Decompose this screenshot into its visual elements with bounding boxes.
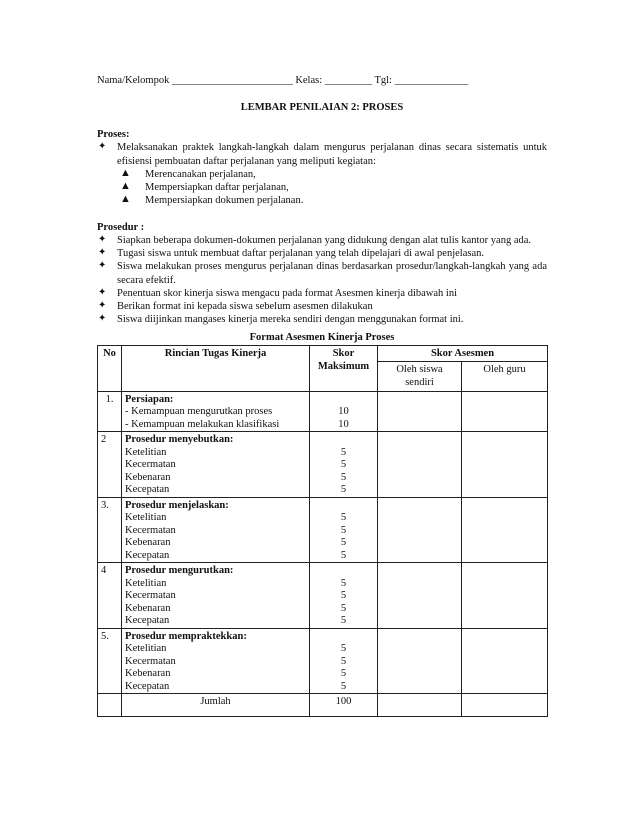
row-item: Kebenaran xyxy=(125,471,171,483)
row-no: 5. xyxy=(98,628,122,694)
row-score: 5 xyxy=(340,655,347,667)
total-value: 100 xyxy=(310,694,378,717)
prosedur-item xyxy=(97,300,547,313)
total-label: Jumlah xyxy=(122,694,310,717)
row-score: 5 xyxy=(340,577,347,589)
score-spacer xyxy=(313,393,374,406)
total-row xyxy=(98,694,548,717)
triangle-bullet-icon: ▲ xyxy=(120,179,131,192)
row-score: 5 xyxy=(340,471,347,483)
assessment-table xyxy=(97,345,548,717)
proses-sub-list xyxy=(97,168,547,207)
row-skor-maksimum xyxy=(310,563,378,629)
prosedur-item xyxy=(97,247,547,260)
prosedur-item-text: Siswa diijinkan mangases kinerja mereka sendiri dengan menggunakan format ini. xyxy=(117,313,464,325)
identity-line: Nama/Kelompok _______________________ Kelas: _________ Tgl: ______________ xyxy=(97,75,469,86)
row-item: Ketelitian xyxy=(125,577,167,589)
row-score: 10 xyxy=(338,418,349,430)
row-rincian xyxy=(122,628,310,694)
table-row xyxy=(98,391,548,432)
total-oleh-siswa xyxy=(378,694,462,717)
row-rincian xyxy=(122,391,310,432)
row-item: Ketelitian xyxy=(125,512,167,523)
row-item: Kebenaran xyxy=(125,537,171,548)
row-score: 5 xyxy=(340,537,347,548)
worksheet-page xyxy=(97,74,547,717)
proses-heading: Proses: xyxy=(97,129,130,141)
proses-bullet-text: Melaksanakan praktek langkah-langkah dalam mengurus perjalanan dinas secara sistematis untuk efisiensi pembuatan daftar perjalanan yang meliputi kegiatan: xyxy=(117,142,547,167)
prosedur-item xyxy=(97,287,547,300)
prosedur-item-text: Siswa melakukan proses mengurus perjalanan dinas berdasarkan prosedur/langkah-langkah yang ada secara efektif. xyxy=(117,261,547,286)
star-bullet-icon: ✦ xyxy=(98,141,107,153)
triangle-bullet-icon: ▲ xyxy=(120,166,131,179)
header-skor-line2: Maksimum xyxy=(317,361,370,373)
prosedur-item-text: Tugasi siswa untuk membuat daftar perjalanan yang telah dipelajari di awal penjelasan. xyxy=(117,248,484,260)
row-rincian xyxy=(122,497,310,563)
row-item: Kecepatan xyxy=(125,680,170,692)
row-title: Prosedur mempraktekkan: xyxy=(125,630,247,642)
assessment-table-body xyxy=(98,391,548,717)
row-score: 5 xyxy=(340,615,347,626)
row-item: Kecepatan xyxy=(125,484,170,495)
header-skor-line1: Skor xyxy=(332,348,355,360)
header-rincian: Rincian Tugas Kinerja xyxy=(122,346,310,391)
row-title: Persiapan: xyxy=(125,393,174,405)
header-no: No xyxy=(98,346,122,391)
table-row xyxy=(98,563,548,629)
row-title: Prosedur mengurutkan: xyxy=(125,565,234,576)
row-score: 5 xyxy=(340,524,347,536)
proses-sub-item xyxy=(97,181,547,194)
proses-sub-item-text: Mempersiapkan dokumen perjalanan. xyxy=(145,194,304,206)
triangle-bullet-icon: ▲ xyxy=(120,192,131,205)
star-bullet-icon: ✦ xyxy=(98,260,107,272)
row-oleh-siswa xyxy=(378,432,462,498)
row-oleh-siswa xyxy=(378,497,462,563)
row-skor-maksimum xyxy=(310,432,378,498)
row-oleh-guru xyxy=(462,497,548,563)
star-bullet-icon: ✦ xyxy=(98,234,107,246)
row-item: Kebenaran xyxy=(125,668,171,679)
star-bullet-icon: ✦ xyxy=(98,299,107,311)
row-rincian xyxy=(122,563,310,629)
row-item: - Kemampuan mengurutkan proses xyxy=(125,406,273,417)
row-item: Ketelitian xyxy=(125,446,167,458)
row-score: 5 xyxy=(340,512,347,523)
prosedur-item xyxy=(97,260,547,286)
row-item: Kecermatan xyxy=(125,655,176,667)
table-row xyxy=(98,628,548,694)
row-score: 5 xyxy=(340,602,347,614)
proses-sub-item-text: Merencanakan perjalanan, xyxy=(145,168,256,180)
row-item: Kecermatan xyxy=(125,590,176,601)
header-skor-maksimum xyxy=(310,346,378,391)
row-oleh-guru xyxy=(462,628,548,694)
row-oleh-siswa xyxy=(378,563,462,629)
row-no: 1. xyxy=(98,391,122,432)
row-score: 5 xyxy=(340,459,347,470)
star-bullet-icon: ✦ xyxy=(98,247,107,259)
prosedur-heading: Prosedur : xyxy=(97,222,145,233)
row-no: 2 xyxy=(98,432,122,498)
row-item: Kebenaran xyxy=(125,602,171,614)
row-rincian xyxy=(122,432,310,498)
row-score: 10 xyxy=(338,406,349,417)
table-row xyxy=(98,432,548,498)
row-oleh-siswa xyxy=(378,628,462,694)
row-skor-maksimum xyxy=(310,497,378,563)
row-score: 5 xyxy=(340,446,347,458)
proses-sub-item xyxy=(97,168,547,181)
row-item: Kecermatan xyxy=(125,459,176,470)
row-score: 5 xyxy=(340,680,347,692)
row-score: 5 xyxy=(340,549,347,561)
header-oleh-siswa: Oleh siswa sendiri xyxy=(378,362,462,391)
row-score: 5 xyxy=(340,643,347,654)
row-oleh-guru xyxy=(462,563,548,629)
row-oleh-siswa xyxy=(378,391,462,432)
prosedur-item xyxy=(97,313,547,326)
row-title: Prosedur menyebutkan: xyxy=(125,434,234,445)
sheet-title: LEMBAR PENILAIAN 2: PROSES xyxy=(240,102,404,114)
row-score: 5 xyxy=(340,590,347,601)
star-bullet-icon: ✦ xyxy=(98,286,107,298)
proses-sub-item xyxy=(97,194,547,207)
table-title: Format Asesmen Kinerja Proses xyxy=(249,332,395,343)
prosedur-item xyxy=(97,234,547,247)
header-skor-asesmen: Skor Asesmen xyxy=(378,346,548,362)
row-title: Prosedur menjelaskan: xyxy=(125,499,229,511)
total-oleh-guru xyxy=(462,694,548,717)
row-item: - Kemampuan melakukan klasifikasi xyxy=(125,418,280,430)
prosedur-list xyxy=(97,234,547,326)
table-row xyxy=(98,497,548,563)
score-spacer xyxy=(313,564,374,577)
proses-sub-item-text: Mempersiapkan daftar perjalanan, xyxy=(145,181,289,193)
score-spacer xyxy=(313,630,374,643)
row-skor-maksimum xyxy=(310,628,378,694)
row-oleh-guru xyxy=(462,391,548,432)
row-oleh-guru xyxy=(462,432,548,498)
row-score: 5 xyxy=(340,668,347,679)
row-item: Kecepatan xyxy=(125,549,170,561)
header-oleh-guru: Oleh guru xyxy=(462,362,548,391)
prosedur-item-text: Siapkan beberapa dokumen-dokumen perjalanan yang didukung dengan alat tulis kantor yang ada. xyxy=(117,235,532,247)
score-spacer xyxy=(313,499,374,512)
row-score: 5 xyxy=(340,484,347,495)
row-item: Kecermatan xyxy=(125,524,176,536)
prosedur-item-text: Berikan format ini kepada siswa sebelum asesmen dilakukan xyxy=(117,300,373,312)
row-item: Ketelitian xyxy=(125,643,167,654)
proses-bullet xyxy=(97,141,547,167)
prosedur-item-text: Penentuan skor kinerja siswa mengacu pada format Asesmen kinerja dibawah ini xyxy=(117,287,457,299)
row-no: 3. xyxy=(98,497,122,563)
star-bullet-icon: ✦ xyxy=(98,312,107,324)
row-item: Kecepatan xyxy=(125,615,170,626)
total-no xyxy=(98,694,122,717)
row-no: 4 xyxy=(98,563,122,629)
row-skor-maksimum xyxy=(310,391,378,432)
score-spacer xyxy=(313,433,374,446)
